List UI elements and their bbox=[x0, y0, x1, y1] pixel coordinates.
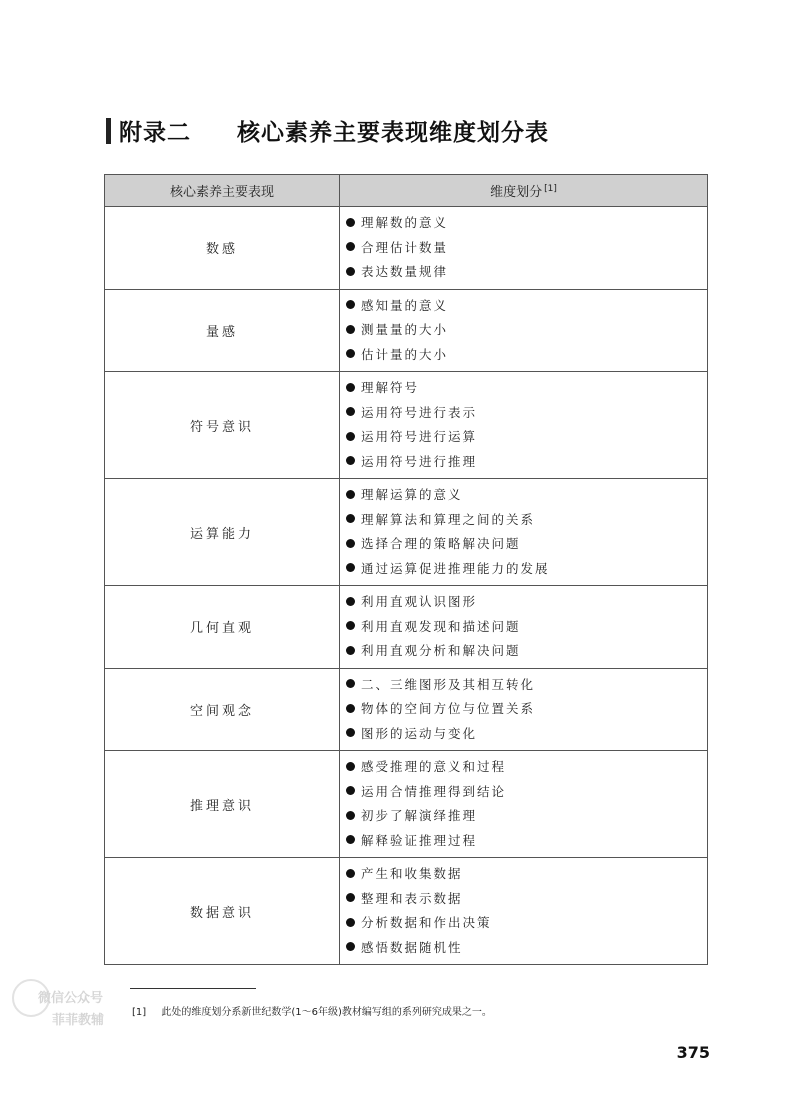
dimension-item bbox=[346, 317, 707, 342]
table-body bbox=[105, 207, 708, 965]
dimension-item-text: 二、三维图形及其相互转化 bbox=[361, 676, 536, 692]
bullet-icon bbox=[346, 383, 355, 392]
category-cell: 数据意识 bbox=[105, 858, 340, 965]
dimension-item bbox=[346, 531, 707, 556]
bullet-icon bbox=[346, 267, 355, 276]
table-row bbox=[105, 586, 708, 669]
watermark-line1: 微信公众号 bbox=[38, 991, 104, 1006]
bullet-icon bbox=[346, 597, 355, 606]
footnote-text: 此处的维度划分系新世纪数学(1～6年级)教材编写组的系列研究成果之一。 bbox=[161, 1007, 492, 1018]
bullet-icon bbox=[346, 242, 355, 251]
dimension-item-text: 整理和表示数据 bbox=[361, 890, 463, 906]
dimension-cell bbox=[340, 289, 708, 372]
header-core-literacy: 核心素养主要表现 bbox=[105, 175, 340, 207]
category-cell: 几何直观 bbox=[105, 586, 340, 669]
category-cell: 运算能力 bbox=[105, 479, 340, 586]
heading-title: 核心素养主要表现维度划分表 bbox=[237, 120, 549, 146]
dimension-item bbox=[346, 556, 707, 581]
dimension-cell bbox=[340, 586, 708, 669]
dimension-item bbox=[346, 638, 707, 663]
bullet-icon bbox=[346, 563, 355, 572]
dimension-item-text: 初步了解演绎推理 bbox=[361, 808, 478, 824]
watermark bbox=[8, 975, 130, 1035]
dimension-item-text: 理解算法和算理之间的关系 bbox=[361, 511, 536, 527]
category-cell: 推理意识 bbox=[105, 751, 340, 858]
heading-bar bbox=[106, 118, 111, 144]
dimension-item-text: 理解符号 bbox=[361, 380, 420, 396]
table-row bbox=[105, 751, 708, 858]
bullet-icon bbox=[346, 432, 355, 441]
page-number: 375 bbox=[676, 1043, 710, 1062]
dimension-cell bbox=[340, 668, 708, 751]
dimension-item-text: 产生和收集数据 bbox=[361, 866, 463, 882]
dimension-item-text: 利用直观分析和解决问题 bbox=[361, 643, 521, 659]
dimension-item bbox=[346, 779, 707, 804]
dimension-item bbox=[346, 861, 707, 886]
dimension-item-text: 感知量的意义 bbox=[361, 297, 449, 313]
dimension-item bbox=[346, 375, 707, 400]
dimension-item-text: 选择合理的策略解决问题 bbox=[361, 536, 521, 552]
dimension-item-text: 运用符号进行推理 bbox=[361, 453, 478, 469]
dimension-table bbox=[104, 174, 708, 965]
dimension-item-text: 理解运算的意义 bbox=[361, 487, 463, 503]
dimension-item-text: 合理估计数量 bbox=[361, 239, 449, 255]
bullet-icon bbox=[346, 728, 355, 737]
bullet-icon bbox=[346, 786, 355, 795]
bullet-icon bbox=[346, 918, 355, 927]
table-row bbox=[105, 372, 708, 479]
bullet-icon bbox=[346, 621, 355, 630]
bullet-icon bbox=[346, 300, 355, 309]
table-row bbox=[105, 289, 708, 372]
table-row bbox=[105, 207, 708, 290]
dimension-item-text: 分析数据和作出决策 bbox=[361, 915, 492, 931]
dimension-item bbox=[346, 672, 707, 697]
dimension-item bbox=[346, 482, 707, 507]
bullet-icon bbox=[346, 218, 355, 227]
dimension-item-text: 理解数的意义 bbox=[361, 215, 449, 231]
dimension-item bbox=[346, 935, 707, 960]
dimension-item-text: 感悟数据随机性 bbox=[361, 939, 463, 955]
dimension-item bbox=[346, 754, 707, 779]
category-cell: 数感 bbox=[105, 207, 340, 290]
dimension-cell bbox=[340, 751, 708, 858]
bullet-icon bbox=[346, 893, 355, 902]
bullet-icon bbox=[346, 325, 355, 334]
dimension-item bbox=[346, 721, 707, 746]
dimension-item bbox=[346, 910, 707, 935]
dimension-item-text: 物体的空间方位与位置关系 bbox=[361, 701, 536, 717]
dimension-item-text: 感受推理的意义和过程 bbox=[361, 759, 507, 775]
heading-label: 附录二 bbox=[119, 120, 191, 146]
bullet-icon bbox=[346, 349, 355, 358]
dimension-cell bbox=[340, 479, 708, 586]
table-header-row bbox=[105, 175, 708, 207]
table-row bbox=[105, 479, 708, 586]
dimension-item bbox=[346, 210, 707, 235]
dimension-item bbox=[346, 828, 707, 853]
header-dimension-label: 维度划分 bbox=[490, 185, 543, 200]
dimension-item-text: 图形的运动与变化 bbox=[361, 725, 478, 741]
bullet-icon bbox=[346, 869, 355, 878]
dimension-item-text: 利用直观认识图形 bbox=[361, 594, 478, 610]
footnote bbox=[132, 1003, 492, 1018]
table-row bbox=[105, 858, 708, 965]
header-dimension bbox=[340, 175, 708, 207]
bullet-icon bbox=[346, 539, 355, 548]
bullet-icon bbox=[346, 407, 355, 416]
bullet-icon bbox=[346, 490, 355, 499]
bullet-icon bbox=[346, 811, 355, 820]
dimension-item bbox=[346, 259, 707, 284]
dimension-item bbox=[346, 400, 707, 425]
category-cell: 量感 bbox=[105, 289, 340, 372]
bullet-icon bbox=[346, 762, 355, 771]
dimension-item-text: 测量量的大小 bbox=[361, 322, 449, 338]
dimension-item bbox=[346, 886, 707, 911]
bullet-icon bbox=[346, 835, 355, 844]
footnote-divider bbox=[130, 988, 256, 989]
dimension-item-text: 表达数量规律 bbox=[361, 264, 449, 280]
dimension-item bbox=[346, 507, 707, 532]
watermark-line2: 菲菲教辅 bbox=[52, 1013, 105, 1028]
dimension-item bbox=[346, 589, 707, 614]
footnote-reference: [1] bbox=[544, 183, 557, 194]
dimension-item bbox=[346, 449, 707, 474]
bullet-icon bbox=[346, 942, 355, 951]
dimension-item-text: 运用符号进行运算 bbox=[361, 429, 478, 445]
dimension-item-text: 通过运算促进推理能力的发展 bbox=[361, 560, 550, 576]
dimension-cell bbox=[340, 858, 708, 965]
dimension-item bbox=[346, 293, 707, 318]
appendix-heading bbox=[106, 114, 549, 147]
dimension-item-text: 解释验证推理过程 bbox=[361, 832, 478, 848]
table-row bbox=[105, 668, 708, 751]
category-cell: 空间观念 bbox=[105, 668, 340, 751]
dimension-item-text: 运用符号进行表示 bbox=[361, 404, 478, 420]
category-cell: 符号意识 bbox=[105, 372, 340, 479]
dimension-item bbox=[346, 235, 707, 260]
bullet-icon bbox=[346, 679, 355, 688]
dimension-cell bbox=[340, 372, 708, 479]
dimension-item bbox=[346, 614, 707, 639]
dimension-cell bbox=[340, 207, 708, 290]
bullet-icon bbox=[346, 514, 355, 523]
footnote-mark: [1] bbox=[132, 1007, 147, 1018]
dimension-item-text: 运用合情推理得到结论 bbox=[361, 783, 507, 799]
dimension-item bbox=[346, 696, 707, 721]
dimension-item-text: 利用直观发现和描述问题 bbox=[361, 618, 521, 634]
bullet-icon bbox=[346, 646, 355, 655]
bullet-icon bbox=[346, 456, 355, 465]
bullet-icon bbox=[346, 704, 355, 713]
dimension-item bbox=[346, 342, 707, 367]
dimension-item bbox=[346, 424, 707, 449]
dimension-item bbox=[346, 803, 707, 828]
dimension-item-text: 估计量的大小 bbox=[361, 346, 449, 362]
